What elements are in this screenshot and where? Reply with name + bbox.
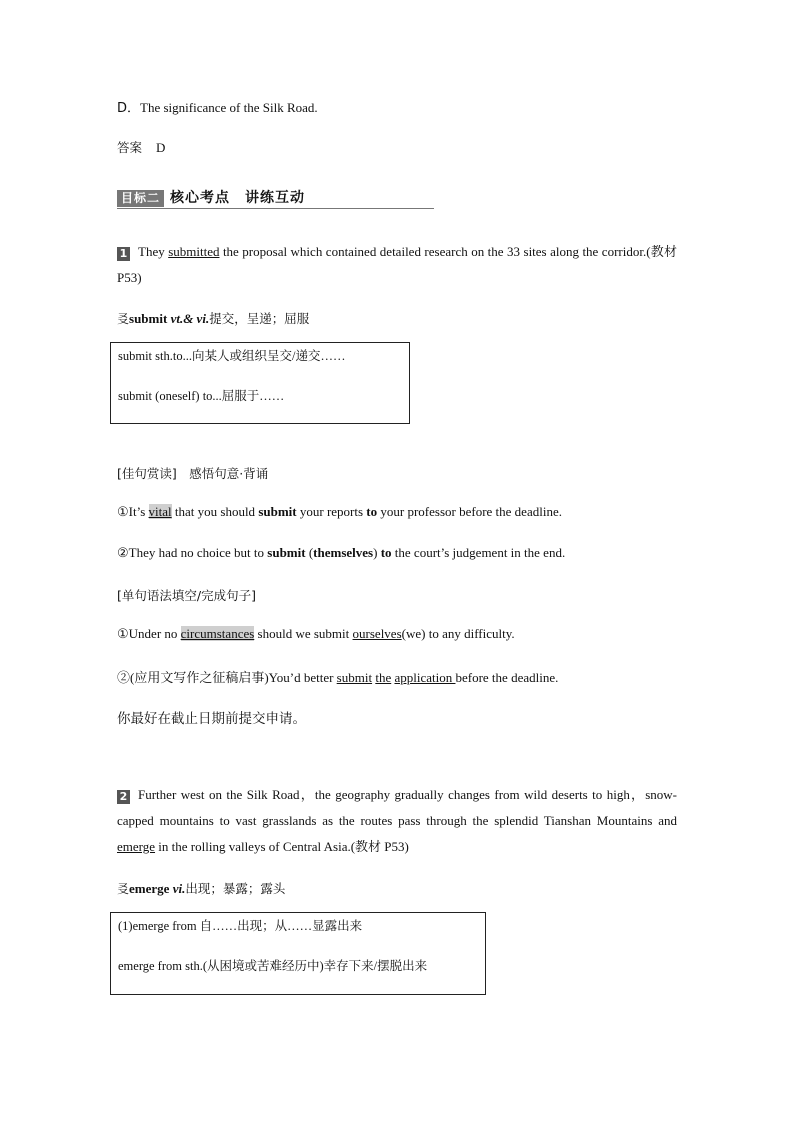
example-2: ②They had no choice but to submit (themselves) to the court’s judgement in the end. xyxy=(117,545,566,560)
appreciate-label: [佳句赏读] 感悟句意·背诵 xyxy=(117,466,269,481)
item-number-badge: 1 xyxy=(117,247,130,261)
fill-answer: submit xyxy=(336,670,373,685)
item1-usage-box xyxy=(110,342,410,424)
item2-headword: 㕛emerge vi.出现；暴露；露头 xyxy=(117,881,286,896)
fill-answer: the xyxy=(375,670,392,685)
option-d: D．The significance of the Silk Road. xyxy=(117,100,318,116)
item2-sentence: 2 Further west on the Silk Road，the geography gradually changes from wild deserts to high，snow-capped mountains to vast grasslands as the routes pass through the splendid Tianshan Mountains and emerge in the rolling valleys of Central Asia.(教材 P53) xyxy=(117,787,677,854)
fill-1: ①Under no circumstances should we submit ourselves(we) to any difficulty. xyxy=(117,626,515,641)
section-header xyxy=(117,187,305,207)
definition-icon: 㕛 xyxy=(117,312,130,326)
usage-line: (1)emerge from 自……出现；从……显露出来 xyxy=(118,919,363,933)
section-tag: 目标二 xyxy=(117,190,164,207)
item-number-badge: 2 xyxy=(117,790,130,804)
usage-line: emerge from sth.(从困境或苦难经历中)幸存下来/摆脱出来 xyxy=(118,959,428,973)
item1-sentence: 1 They submitted the proposal which contained detailed research on the 33 sites along the corridor.(教材 P53) xyxy=(117,244,677,285)
fill-label: [单句语法填空/完成句子] xyxy=(117,588,256,603)
fill-2-chinese: 你最好在截止日期前提交申请。 xyxy=(117,711,306,727)
item1-headword: 㕛submit vt.& vi.提交，呈递；屈服 xyxy=(117,311,310,326)
fill-answer: ourselves xyxy=(352,626,402,641)
example-1: ①It’s vital that you should submit your reports to your professor before the deadline. xyxy=(117,504,562,519)
section-title: 核心考点 讲练互动 xyxy=(170,190,306,206)
usage-line: submit sth.to...向某人或组织呈交/递交…… xyxy=(118,349,346,363)
usage-line: submit (oneself) to...屈服于…… xyxy=(118,389,285,403)
section-rule xyxy=(117,208,434,209)
fill-answer: application xyxy=(394,670,456,685)
definition-icon: 㕛 xyxy=(117,882,130,896)
fill-2: ②(应用文写作之征稿启事)You’d better submit the application before the deadline. xyxy=(117,670,559,685)
answer-line: 答案 D xyxy=(117,140,166,155)
item2-usage-box xyxy=(110,912,486,995)
